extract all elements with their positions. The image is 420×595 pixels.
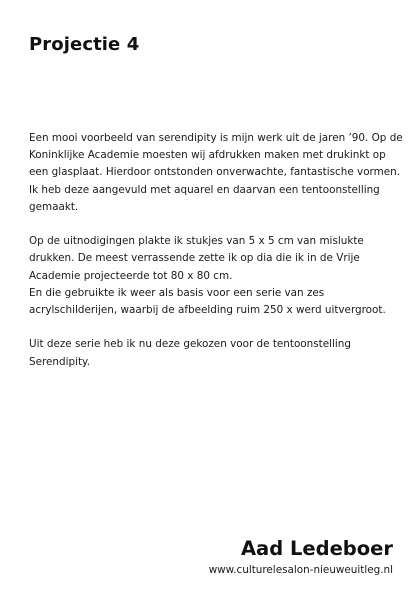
text-line: een glasplaat. Hierdoor ontstonden onverwachte, fantastische vormen. xyxy=(29,166,401,179)
author-website: www.culturelesalon-nieuweuitleg.nl xyxy=(208,564,393,576)
text-line: Koninklijke Academie moesten wij afdrukken maken met drukinkt op xyxy=(29,149,386,162)
text-line: gemaakt. xyxy=(29,200,79,213)
author-name: Aad Ledeboer xyxy=(240,537,393,560)
paragraph-2 xyxy=(29,233,395,319)
text-line: Uit deze serie heb ik nu deze gekozen voor de tentoonstelling xyxy=(29,338,351,351)
text-line: En die gebruikte ik weer als basis voor een serie van zes xyxy=(29,286,325,299)
text-line: drukken. De meest verrassende zette ik op dia die ik in de Vrije xyxy=(29,252,360,265)
text-line: Serendipity. xyxy=(29,355,91,368)
text-line: Ik heb deze aangevuld met aquarel en daarvan een tentoonstelling xyxy=(29,183,380,196)
text-line: Op de uitnodigingen plakte ik stukjes van 5 x 5 cm van mislukte xyxy=(29,235,364,248)
paragraph-3 xyxy=(29,336,395,370)
text-line: Een mooi voorbeeld van serendipity is mijn werk uit de jaren ’90. Op de xyxy=(29,132,403,144)
paragraph-1 xyxy=(29,130,403,216)
text-line: acrylschilderijen, waarbij de afbeelding ruim 250 x werd uitvergroot. xyxy=(29,304,386,317)
text-line: Academie projecteerde tot 80 x 80 cm. xyxy=(29,269,233,282)
page-title: Projectie 4 xyxy=(29,34,140,55)
body-text xyxy=(29,130,403,388)
